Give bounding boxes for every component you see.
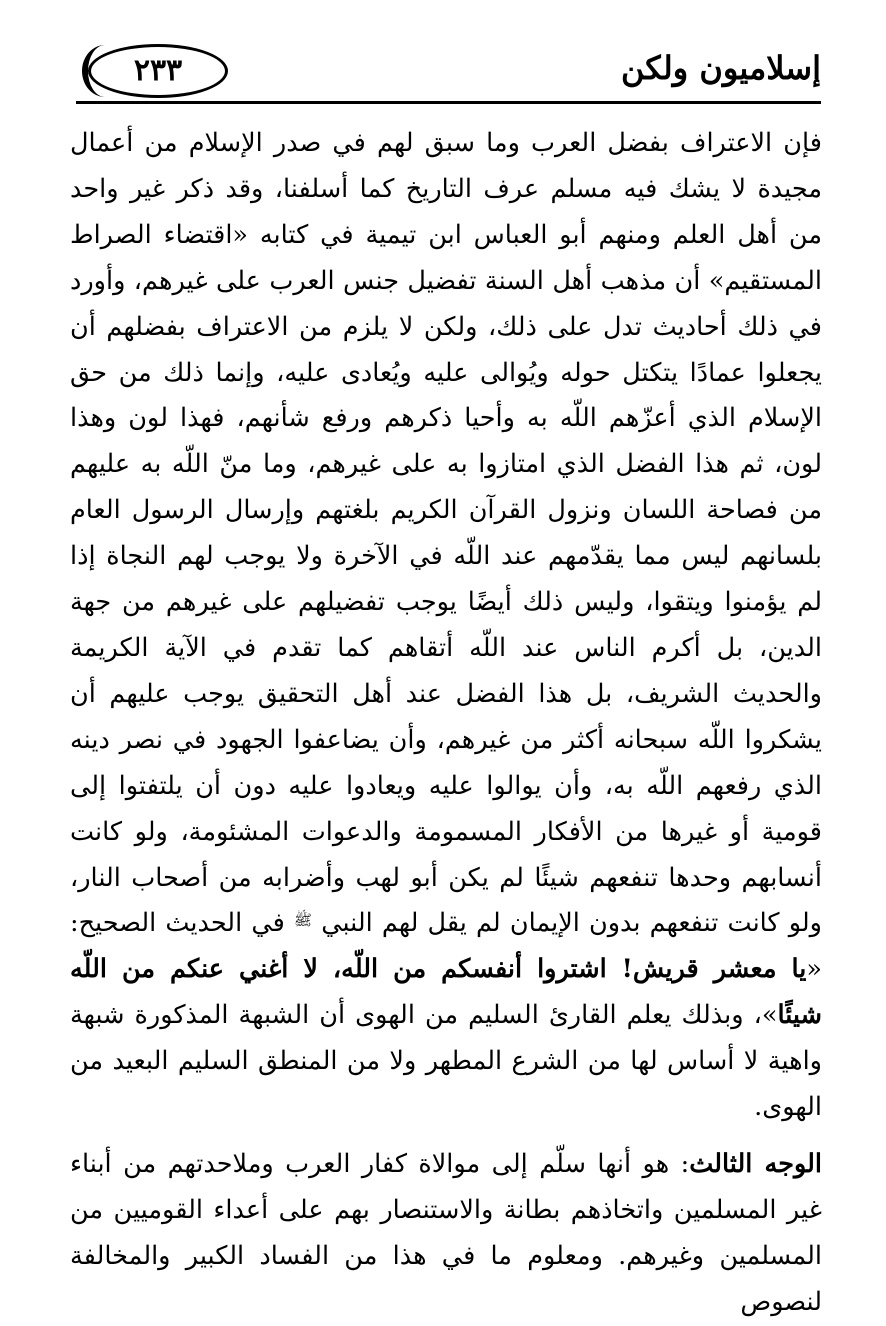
page-header (76, 38, 821, 113)
body-text (70, 121, 822, 1326)
paragraph-1-segment-2: في الحديث الصحيح: « (70, 908, 822, 985)
hadith-quote: يا معشر قريش! اشتروا أنفسكم من اللّه، لا أغني عنكم من اللّه شيئًا (70, 954, 822, 1031)
page-number: ٢٣٣ (133, 53, 183, 88)
paragraph-1-segment-3: »، وبذلك يعلم القارئ السليم من الهوى أن الشبهة المذكورة شبهة واهية لا أساس لها من الشرع المطهر ولا من المنطق السليم البعيد من الهوى. (70, 1000, 822, 1123)
header-rule (76, 101, 821, 104)
paragraph-1-segment-1: فإن الاعتراف بفضل العرب وما سبق لهم في صدر الإسلام من أعمال مجيدة لا يشك فيه مسلم عرف التاريخ كما أسلفنا، وقد ذكر غير واحد من أهل العلم ومنهم أبو العباس ابن تيمية في كتابه «اقتضاء الصراط المستقيم» أن مذهب أهل السنة تفضيل جنس العرب على غيرهم، وأورد في ذلك أحاديث تدل على ذلك، ولكن لا يلزم من الاعتراف بفضلهم أن يجعلوا عمادًا يتكتل حوله ويُوالى عليه ويُعادى عليه، وإنما ذلك من حق الإسلام الذي أعزّهم اللّه به وأحيا ذكرهم ورفع شأنهم، فهذا لون وهذا لون، ثم هذا الفضل الذي امتازوا به على غيرهم، وما منّ اللّه به عليهم من فصاحة اللسان ونزول القرآن الكريم بلغتهم وإرسال الرسول العام بلسانهم ليس مما يقدّمهم عند اللّه في الآخرة ولا يوجب لهم النجاة إذا لم يؤمنوا ويتقوا، وليس ذلك أيضًا يوجب تفضيلهم على غيرهم من جهة الدين، بل أكرم الناس عند اللّه أتقاهم كما تقدم في الآية الكريمة والحديث الشريف، بل هذا الفضل عند أهل التحقيق يوجب عليهم أن يشكروا اللّه سبحانه أكثر من غيرهم، وأن يضاعفوا الجهود في نصر دينه الذي رفعهم اللّه به، وأن يوالوا عليه ويعادوا عليه دون أن يلتفتوا إلى قومية أو غيرها من الأفكار المسمومة والدعوات المشئومة، ولو كانت أنسابهم وحدها تنفعهم شيئًا لم يكن أبو لهب وأضرابه من أصحاب النار، ولو كانت تنفعهم بدون الإيمان لم يقل لهم النبي (70, 128, 822, 939)
paragraph-1 (70, 121, 822, 1131)
page-number-badge (88, 44, 228, 98)
paragraph-2-text: : هو أنها سلّم إلى موالاة كفار العرب وملاحدتهم من أبناء غير المسلمين واتخاذهم بطانة والاستنصار بهم على أعداء القوميين من المسلمين وغيرهم. ومعلوم ما في هذا من الفساد الكبير والمخالفة لنصوص (70, 1148, 822, 1317)
honorific-glyph: ﷺ (293, 911, 313, 930)
paragraph-2 (70, 1142, 822, 1326)
section-heading: الوجه الثالث (689, 1148, 822, 1179)
running-title: إسلاميون ولكن (621, 49, 821, 87)
